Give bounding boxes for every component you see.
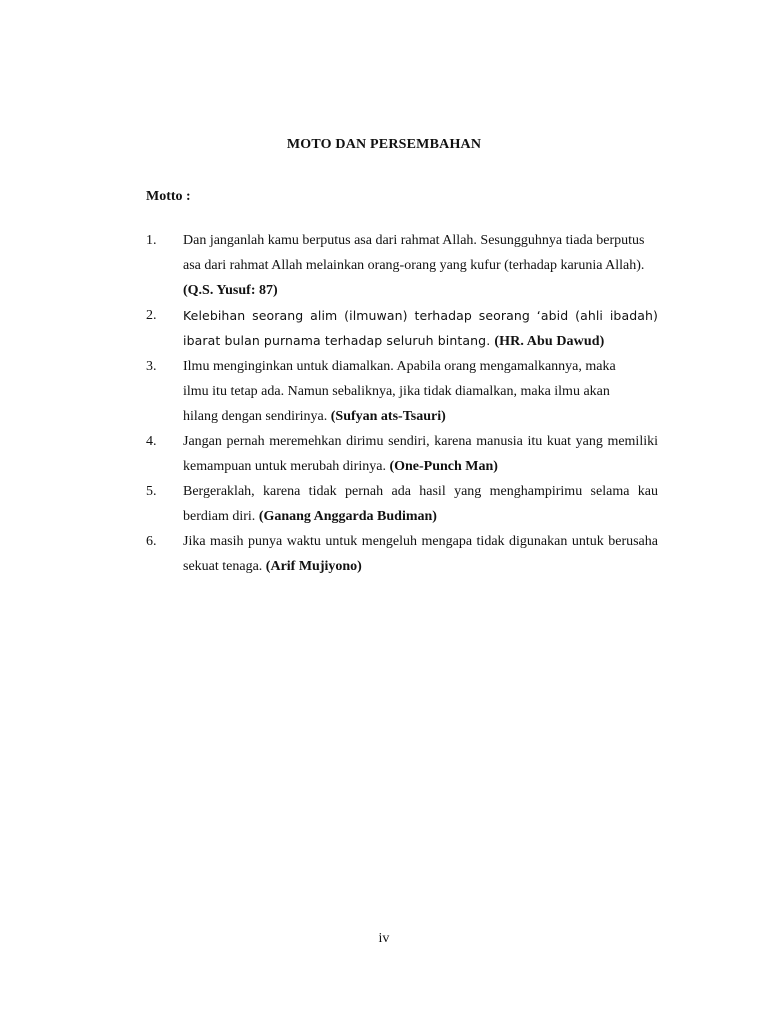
page-title: MOTO DAN PERSEMBAHAN [286,137,482,152]
item-text: Dan janganlah kamu berputus asa dari rahmat Allah. Sesungguhnya tiada berputus asa dari rahmat Allah melainkan orang-orang yang kufur (terhadap karunia Allah). [183,233,645,273]
motto-list [146,228,658,579]
item-number: 2. [146,308,157,323]
item-source: (Arif Mujiyono) [265,559,362,574]
item-text-wrapper [183,429,658,479]
item-text: Bergeraklah, karena tidak pernah ada hasil yang menghampirimu selama kau berdiam diri. [183,484,658,524]
item-text-wrapper [183,354,658,429]
item-text-wrapper [183,529,658,579]
item-source: (Q.S. Yusuf: 87) [183,283,278,298]
item-number: 3. [146,359,157,374]
item-number: 4. [146,434,157,449]
item-source: (HR. Abu Dawud) [494,334,605,349]
item-text: Kelebihan seorang alim (ilmuwan) terhadap seorang ‘abid (ahli ibadah) ibarat bulan purnama terhadap seluruh bintang. [183,308,658,348]
item-text: Jangan pernah meremehkan dirimu sendiri, karena manusia itu kuat yang memiliki kemampuan untuk merubah dirinya. [183,434,658,474]
page-number: iv [378,931,390,946]
list-item [146,228,658,303]
item-text: Ilmu menginginkan untuk diamalkan. Apabila orang mengamalkannya, maka ilmu itu tetap ada. Namun sebaliknya, jika tidak diamalkan, maka ilmu akan hilang dengan sendirinya. [183,359,616,424]
item-number: 5. [146,484,157,499]
item-text-wrapper [183,228,658,303]
list-item [146,529,658,579]
motto-label: Motto : [146,189,191,204]
item-source: (Sufyan ats-Tsauri) [330,409,446,424]
item-number: 6. [146,534,157,549]
list-item [146,354,658,429]
item-text: Jika masih punya waktu untuk mengeluh mengapa tidak digunakan untuk berusaha sekuat tenaga. [183,534,658,574]
item-source: (One-Punch Man) [389,459,498,474]
item-source: (Ganang Anggarda Budiman) [258,509,437,524]
item-text-wrapper [183,479,658,529]
list-item [146,429,658,479]
item-number: 1. [146,233,157,248]
list-item [146,303,658,354]
list-item [146,479,658,529]
item-text-wrapper [183,303,658,354]
